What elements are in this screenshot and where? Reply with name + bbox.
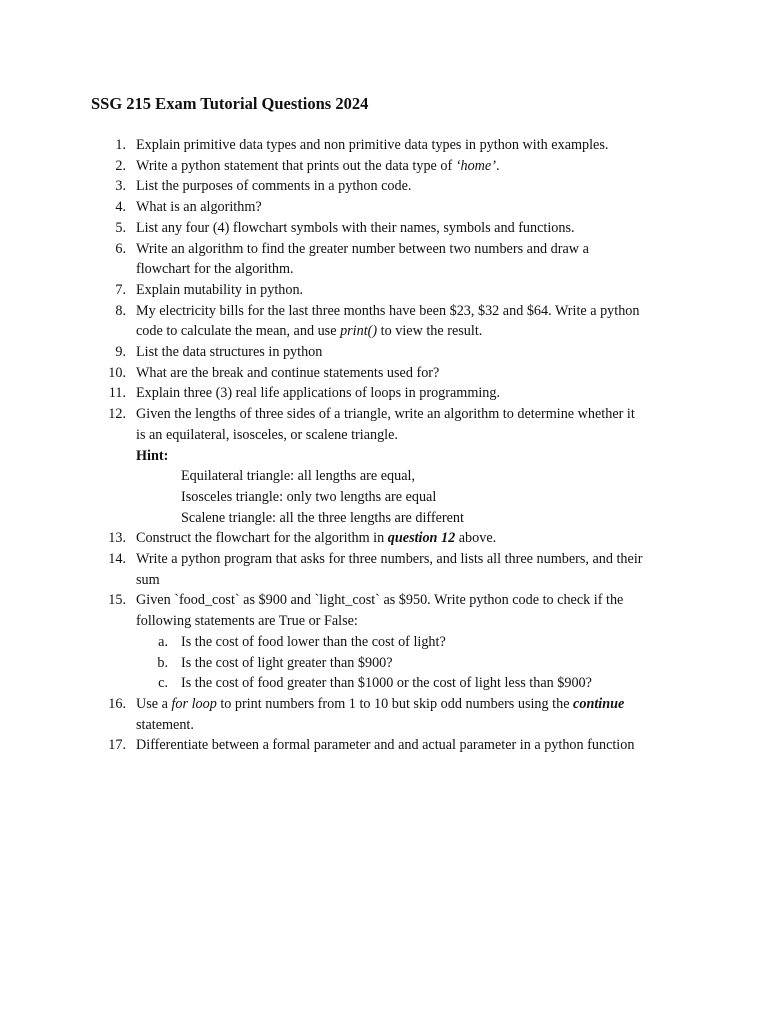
question-item bbox=[0, 218, 681, 239]
question-item bbox=[0, 156, 681, 177]
question-item bbox=[0, 735, 681, 756]
question-number: 14. bbox=[108, 551, 126, 568]
question-number: 2. bbox=[115, 157, 126, 174]
question-item bbox=[0, 363, 681, 384]
question-italic-text: print() bbox=[340, 323, 378, 340]
question-text: List the purposes of comments in a python code. bbox=[136, 178, 412, 195]
question-text-line-2 bbox=[136, 321, 681, 342]
question-item bbox=[0, 301, 681, 342]
question-text-line-1: Write an algorithm to find the greater number between two numbers and draw a bbox=[136, 240, 589, 257]
question-text: Use a bbox=[136, 695, 172, 712]
sub-question-item bbox=[0, 673, 768, 694]
question-text-line-2: following statements are True or False: bbox=[136, 613, 358, 630]
question-text: List any four (4) flowchart symbols with their names, symbols and functions. bbox=[136, 219, 575, 236]
question-text-line-1 bbox=[136, 694, 681, 715]
question-number: 12. bbox=[108, 406, 126, 423]
question-item bbox=[0, 404, 681, 445]
question-number: 1. bbox=[115, 137, 126, 153]
sub-question-letter: a. bbox=[158, 633, 168, 650]
question-item bbox=[0, 383, 681, 404]
question-item bbox=[0, 694, 681, 735]
question-number: 9. bbox=[115, 344, 126, 361]
question-item bbox=[0, 549, 681, 590]
question-number: 7. bbox=[115, 281, 126, 298]
question-text-line-2: flowchart for the algorithm. bbox=[136, 261, 294, 278]
question-number: 8. bbox=[115, 302, 126, 319]
hint-line: Equilateral triangle: all lengths are equal, bbox=[181, 468, 415, 485]
question-item bbox=[0, 239, 681, 280]
sub-question-text: Is the cost of food lower than the cost of light? bbox=[181, 633, 446, 650]
question-text-end: above. bbox=[455, 530, 497, 547]
question-text-line-1: My electricity bills for the last three months have been $23, $32 and $64. Write a python bbox=[136, 302, 640, 319]
question-text: code to calculate the mean, and use bbox=[136, 323, 341, 340]
question-item bbox=[0, 135, 681, 156]
question-text-end: . bbox=[495, 157, 500, 174]
question-text-end: to view the result. bbox=[377, 323, 483, 340]
question-item bbox=[0, 528, 681, 549]
hint-line: Scalene triangle: all the three lengths are different bbox=[181, 509, 464, 526]
question-number: 17. bbox=[108, 737, 126, 754]
document-title: SSG 215 Exam Tutorial Questions 2024 bbox=[91, 94, 369, 113]
question-item bbox=[0, 342, 681, 363]
hint-line: Isosceles triangle: only two lengths are equal bbox=[181, 488, 437, 505]
question-text-line-2: is an equilateral, isosceles, or scalene triangle. bbox=[136, 426, 398, 443]
question-text: Write a python statement that prints out the data type of bbox=[136, 157, 456, 174]
question-text-line-2: sum bbox=[136, 571, 160, 588]
question-item bbox=[0, 280, 681, 301]
question-number: 11. bbox=[108, 385, 126, 402]
question-number: 13. bbox=[108, 530, 126, 547]
question-text-mid: to print numbers from 1 to 10 but skip odd numbers using the bbox=[216, 695, 574, 712]
question-number: 15. bbox=[108, 592, 126, 609]
question-number: 6. bbox=[115, 240, 126, 257]
question-text-line-1: Write a python program that asks for three numbers, and lists all three numbers, and their bbox=[136, 551, 643, 568]
question-text: Explain primitive data types and non primitive data types in python with examples. bbox=[136, 137, 609, 153]
question-item bbox=[0, 176, 681, 197]
question-number: 3. bbox=[115, 178, 126, 195]
sub-question-item bbox=[0, 653, 768, 674]
question-text: List the data structures in python bbox=[136, 344, 323, 361]
question-text-line-2: statement. bbox=[136, 716, 194, 733]
question-number: 4. bbox=[115, 199, 126, 216]
sub-question-text: Is the cost of food greater than $1000 or the cost of light less than $900? bbox=[181, 675, 592, 692]
sub-question-letter: b. bbox=[157, 654, 168, 671]
sub-question-item bbox=[0, 632, 768, 653]
question-number: 16. bbox=[108, 695, 126, 712]
question-text-line-1: Given the lengths of three sides of a triangle, write an algorithm to determine whether it bbox=[136, 406, 635, 423]
question-text: Construct the flowchart for the algorithm in bbox=[136, 530, 388, 547]
question-text: What are the break and continue statements used for? bbox=[136, 364, 440, 381]
question-text: Explain mutability in python. bbox=[136, 281, 304, 298]
question-list bbox=[0, 135, 768, 756]
question-text: What is an algorithm? bbox=[136, 199, 262, 216]
question-item bbox=[0, 197, 681, 218]
question-italic-text: ‘home’ bbox=[455, 157, 496, 174]
question-number: 5. bbox=[115, 219, 126, 236]
sub-question-text: Is the cost of light greater than $900? bbox=[181, 654, 393, 671]
question-italic-text: for loop bbox=[171, 695, 217, 712]
question-text: Explain three (3) real life applications of loops in programming. bbox=[136, 385, 501, 402]
question-number: 10. bbox=[108, 364, 126, 381]
question-text: Differentiate between a formal parameter and and actual parameter in a python function bbox=[136, 737, 635, 754]
question-text-line-1: Given `food_cost` as $900 and `light_cost` as $950. Write python code to check if the bbox=[136, 592, 624, 609]
question-bold-italic-text: continue bbox=[573, 695, 625, 712]
question-bold-italic-text: question 12 bbox=[387, 530, 456, 547]
hint-label: Hint: bbox=[136, 447, 169, 464]
question-item bbox=[0, 590, 681, 631]
sub-question-letter: c. bbox=[158, 675, 168, 692]
